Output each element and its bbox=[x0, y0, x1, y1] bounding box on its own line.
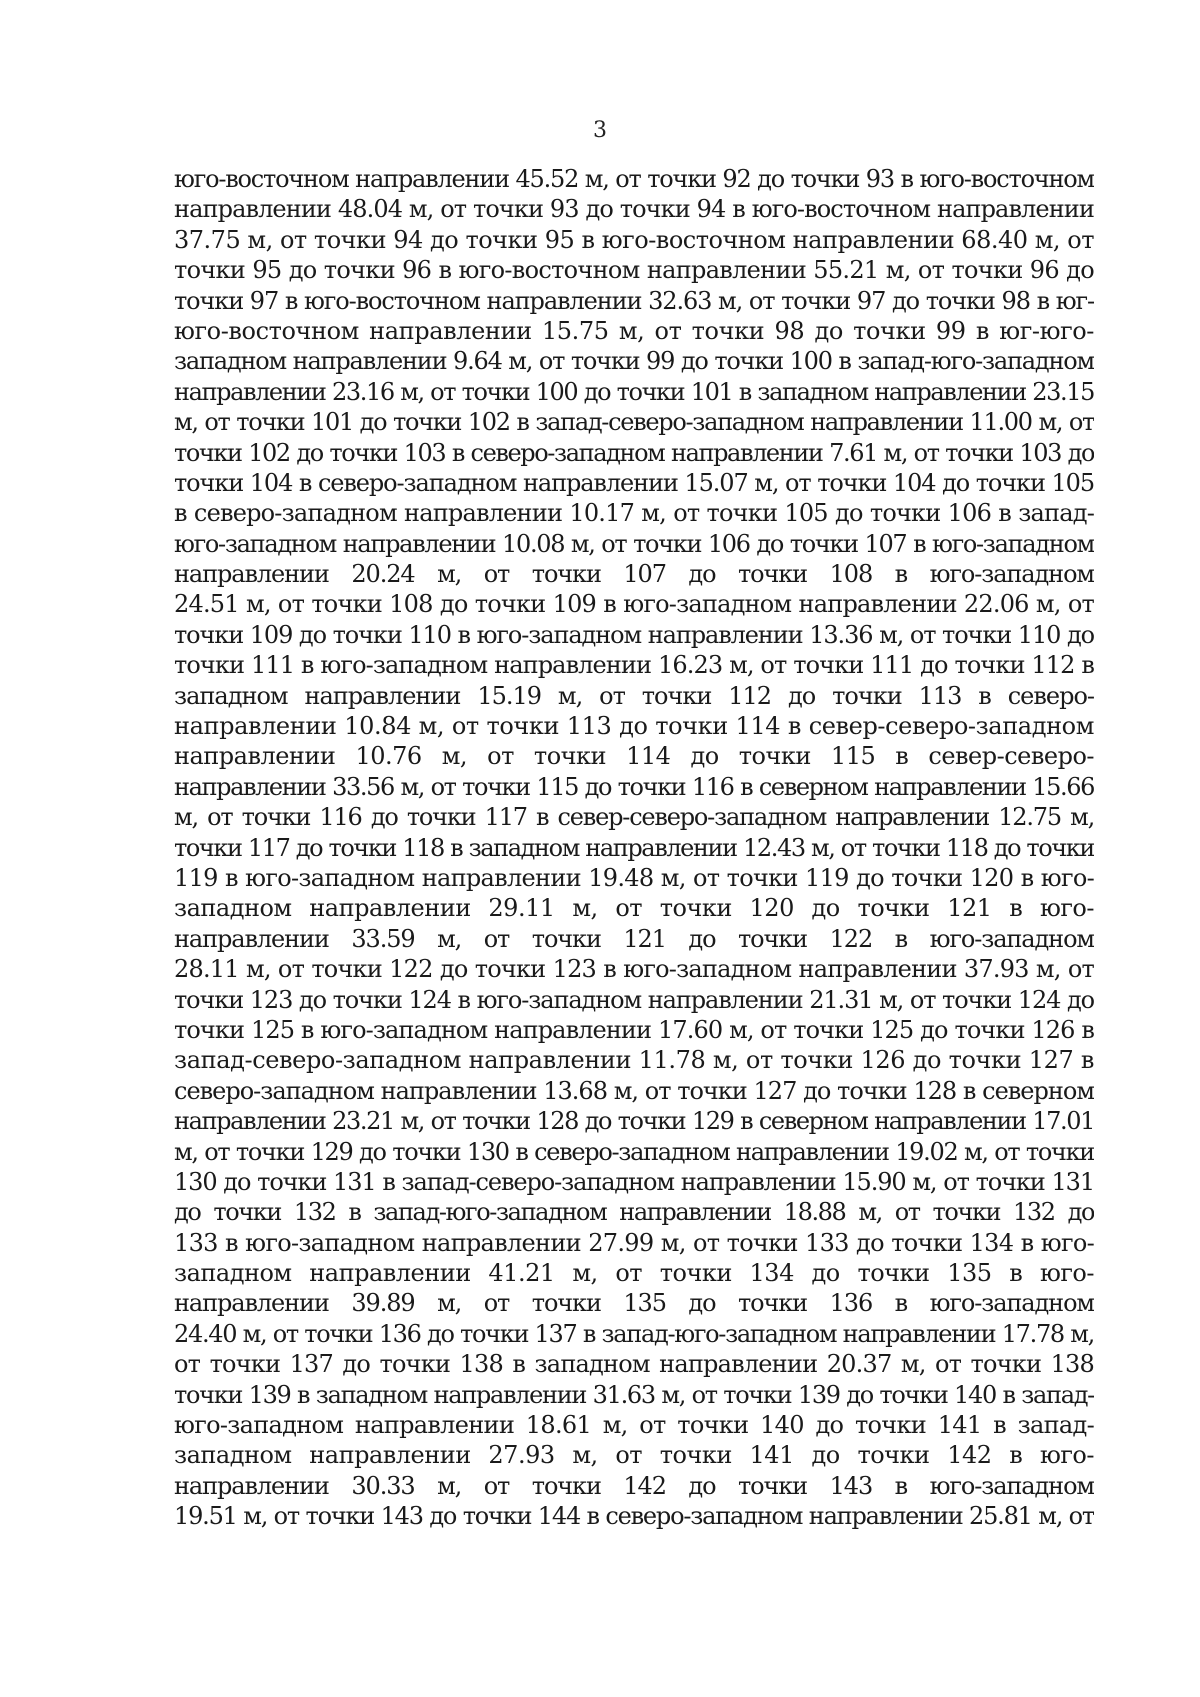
text-line: 19.51 м, от точки 143 до точки 144 в северо-западном направлении 25.81 м, от bbox=[174, 1502, 1094, 1531]
text-line: м, от точки 129 до точки 130 в северо-западном направлении 19.02 м, от точки bbox=[174, 1137, 1094, 1166]
text-line: точки 125 в юго-западном направлении 17.60 м, от точки 125 до точки 126 в bbox=[174, 1015, 1094, 1044]
text-line: 28.11 м, от точки 122 до точки 123 в юго-западном направлении 37.93 м, от bbox=[174, 955, 1094, 984]
text-line: 133 в юго-западном направлении 27.99 м, от точки 133 до точки 134 в юго- bbox=[174, 1228, 1094, 1257]
text-line: направлении 33.59 м, от точки 121 до точки 122 в юго-западном bbox=[174, 924, 1094, 953]
text-line: запад-северо-западном направлении 11.78 м, от точки 126 до точки 127 в bbox=[174, 1046, 1094, 1075]
text-line: направлении 10.76 м, от точки 114 до точки 115 в север-северо- bbox=[174, 742, 1094, 771]
text-line: юго-западном направлении 10.08 м, от точки 106 до точки 107 в юго-западном bbox=[174, 529, 1094, 558]
text-line: 130 до точки 131 в запад-северо-западном направлении 15.90 м, от точки 131 bbox=[174, 1167, 1094, 1196]
text-line: западном направлении 41.21 м, от точки 134 до точки 135 в юго- bbox=[174, 1259, 1094, 1288]
text-line: западном направлении 27.93 м, от точки 141 до точки 142 в юго- bbox=[174, 1441, 1094, 1470]
text-line: точки 104 в северо-западном направлении 15.07 м, от точки 104 до точки 105 bbox=[174, 468, 1094, 497]
text-line: точки 123 до точки 124 в юго-западном направлении 21.31 м, от точки 124 до bbox=[174, 985, 1094, 1014]
text-line: западном направлении 29.11 м, от точки 120 до точки 121 в юго- bbox=[174, 894, 1094, 923]
text-line: направлении 30.33 м, от точки 142 до точки 143 в юго-западном bbox=[174, 1471, 1094, 1500]
text-line: точки 109 до точки 110 в юго-западном направлении 13.36 м, от точки 110 до bbox=[174, 620, 1094, 649]
text-line: направлении 20.24 м, от точки 107 до точки 108 в юго-западном bbox=[174, 560, 1094, 589]
page-number: 3 bbox=[593, 118, 607, 143]
text-line: юго-восточном направлении 45.52 м, от точки 92 до точки 93 в юго-восточном bbox=[174, 165, 1094, 193]
text-line: северо-западном направлении 13.68 м, от точки 127 до точки 128 в северном bbox=[174, 1076, 1094, 1105]
body-text bbox=[174, 164, 1094, 1532]
text-line: направлении 10.84 м, от точки 113 до точки 114 в север-северо-западном bbox=[174, 712, 1094, 741]
text-line: направлении 33.56 м, от точки 115 до точки 116 в северном направлении 15.66 bbox=[174, 772, 1094, 801]
text-line: точки 111 в юго-западном направлении 16.23 м, от точки 111 до точки 112 в bbox=[174, 651, 1094, 680]
text-line: западном направлении 15.19 м, от точки 112 до точки 113 в северо- bbox=[174, 681, 1094, 710]
text-line: точки 117 до точки 118 в западном направлении 12.43 м, от точки 118 до точки bbox=[174, 833, 1094, 862]
text-line: юго-западном направлении 18.61 м, от точки 140 до точки 141 в запад- bbox=[174, 1411, 1094, 1440]
text-line: в северо-западном направлении 10.17 м, от точки 105 до точки 106 в запад- bbox=[174, 499, 1094, 528]
text-line: м, от точки 116 до точки 117 в север-северо-западном направлении 12.75 м, bbox=[174, 803, 1094, 832]
text-line: 119 в юго-западном направлении 19.48 м, от точки 119 до точки 120 в юго- bbox=[174, 863, 1094, 892]
text-line: точки 139 в западном направлении 31.63 м, от точки 139 до точки 140 в запад- bbox=[174, 1380, 1094, 1409]
text-line: юго-восточном направлении 15.75 м, от точки 98 до точки 99 в юг-юго- bbox=[174, 316, 1094, 345]
text-line: направлении 48.04 м, от точки 93 до точки 94 в юго-восточном направлении bbox=[174, 195, 1094, 224]
text-line: западном направлении 9.64 м, от точки 99 до точки 100 в запад-юго-западном bbox=[174, 347, 1094, 376]
text-line: направлении 39.89 м, от точки 135 до точки 136 в юго-западном bbox=[174, 1289, 1094, 1318]
text-line: точки 95 до точки 96 в юго-восточном направлении 55.21 м, от точки 96 до bbox=[174, 256, 1094, 285]
text-line: от точки 137 до точки 138 в западном направлении 20.37 м, от точки 138 bbox=[174, 1350, 1094, 1379]
text-line: 37.75 м, от точки 94 до точки 95 в юго-восточном направлении 68.40 м, от bbox=[174, 225, 1094, 254]
text-line: до точки 132 в запад-юго-западном направлении 18.88 м, от точки 132 до bbox=[174, 1198, 1094, 1227]
text-line: направлении 23.21 м, от точки 128 до точки 129 в северном направлении 17.01 bbox=[174, 1107, 1094, 1136]
text-line: точки 97 в юго-восточном направлении 32.63 м, от точки 97 до точки 98 в юг- bbox=[174, 286, 1094, 315]
text-line: направлении 23.16 м, от точки 100 до точки 101 в западном направлении 23.15 bbox=[174, 377, 1094, 406]
text-line: 24.51 м, от точки 108 до точки 109 в юго-западном направлении 22.06 м, от bbox=[174, 590, 1094, 619]
text-line: точки 102 до точки 103 в северо-западном направлении 7.61 м, от точки 103 до bbox=[174, 438, 1094, 467]
text-line: м, от точки 101 до точки 102 в запад-северо-западном направлении 11.00 м, от bbox=[174, 408, 1094, 437]
text-line: 24.40 м, от точки 136 до точки 137 в запад-юго-западном направлении 17.78 м, bbox=[174, 1319, 1094, 1348]
